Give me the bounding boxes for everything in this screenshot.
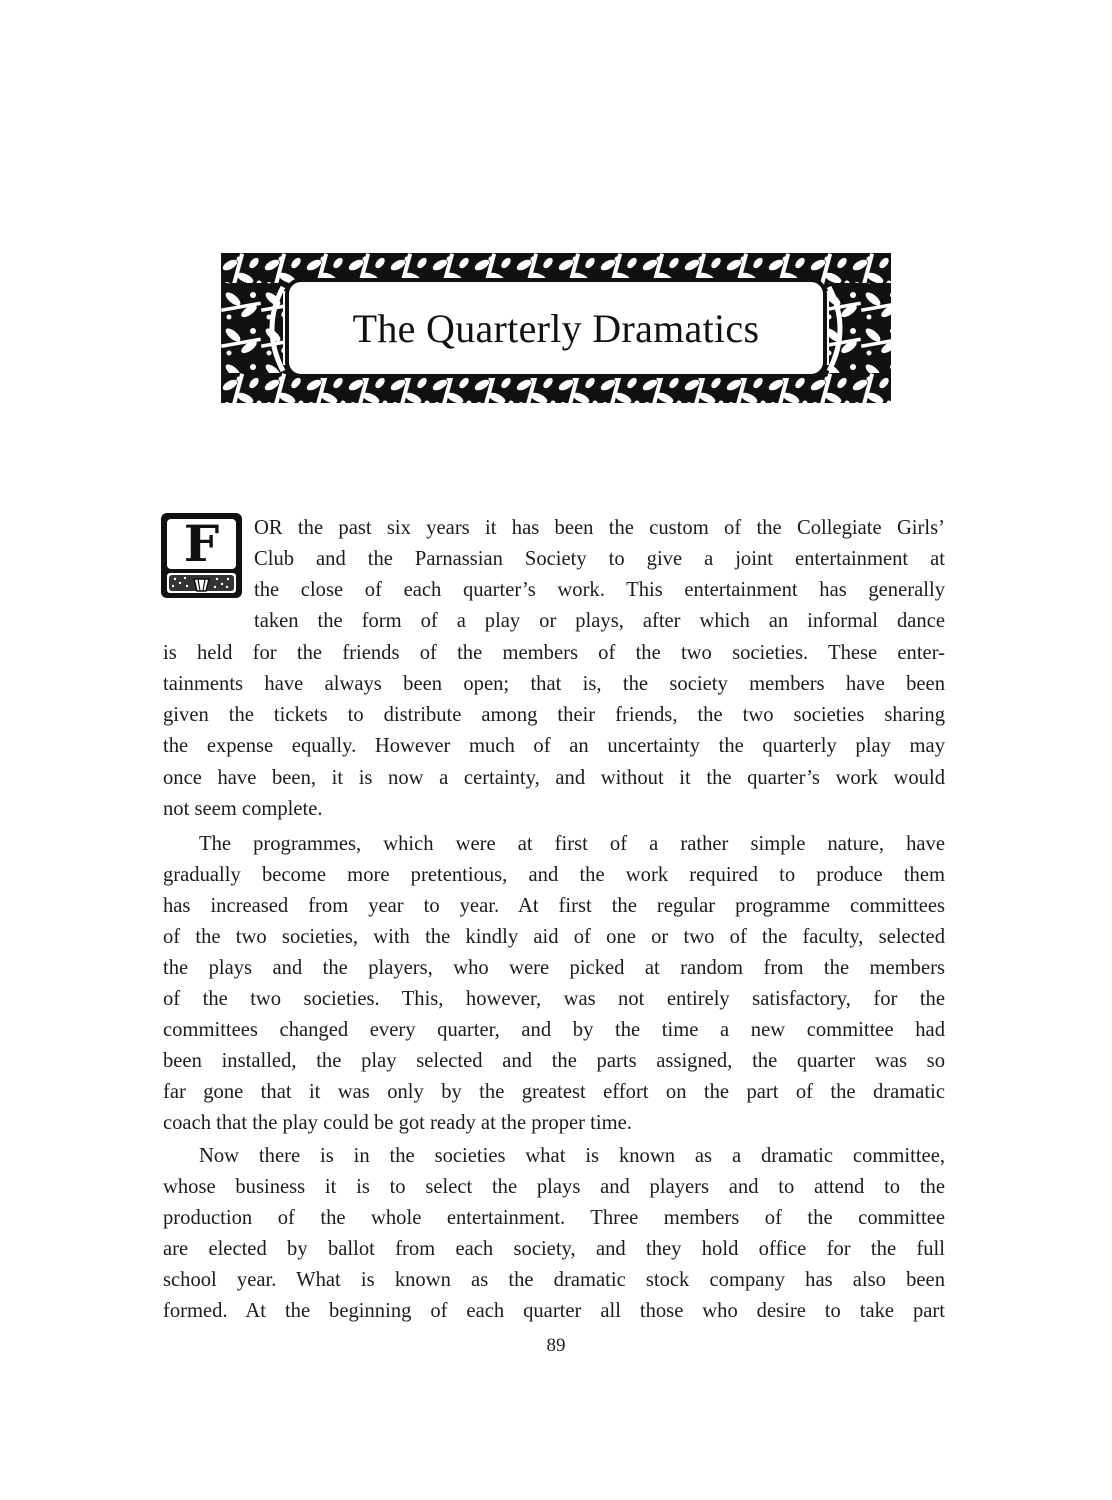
page-title: The Quarterly Dramatics	[352, 306, 760, 351]
text-line: the plays and the players, who were picked at random from the members	[163, 957, 945, 979]
flower-basket-icon	[167, 573, 236, 593]
text-line: are elected by ballot from each society, and they hold office for the full	[163, 1238, 945, 1260]
text-line: The programmes, which were at first of a rather simple nature, have	[199, 833, 945, 855]
text-line: is held for the friends of the members of the two societies. These enter-	[163, 642, 945, 664]
text-line: the expense equally. However much of an uncertainty the quarterly play may	[163, 735, 945, 757]
text-line: far gone that it was only by the greatest effort on the part of the dramatic	[163, 1081, 945, 1103]
text-line: been installed, the play selected and the parts assigned, the quarter was so	[163, 1050, 945, 1072]
text-line: committees changed every quarter, and by the time a new committee had	[163, 1019, 945, 1041]
text-line: school year. What is known as the dramatic stock company has also been	[163, 1269, 945, 1291]
text-line: production of the whole entertainment. Three members of the committee	[163, 1207, 945, 1229]
drop-cap-initial	[161, 513, 242, 598]
drop-cap-letter: F	[167, 519, 236, 569]
text-line: given the tickets to distribute among their friends, the two societies sharing	[163, 704, 945, 726]
text-line: the close of each quarter’s work. This entertainment has generally	[254, 579, 945, 601]
text-line: Club and the Parnassian Society to give a joint entertainment at	[254, 548, 945, 570]
page-number: 89	[546, 1335, 566, 1356]
text-line: has increased from year to year. At first the regular programme committees	[163, 895, 945, 917]
text-line: coach that the play could be got ready at the proper time.	[163, 1112, 632, 1134]
text-line: tainments have always been open; that is, the society members have been	[163, 673, 945, 695]
text-line: whose business it is to select the plays and players and to attend to the	[163, 1176, 945, 1198]
text-line: of the two societies. This, however, was not entirely satisfactory, for the	[163, 988, 945, 1010]
text-line: gradually become more pretentious, and the work required to produce them	[163, 864, 945, 886]
text-line: Now there is in the societies what is known as a dramatic committee,	[199, 1145, 945, 1167]
title-banner	[221, 253, 891, 403]
text-line: once have been, it is now a certainty, and without it the quarter’s work would	[163, 767, 945, 789]
text-line: OR the past six years it has been the custom of the Collegiate Girls’	[254, 517, 945, 539]
text-line: taken the form of a play or plays, after which an informal dance	[254, 610, 945, 632]
text-line: formed. At the beginning of each quarter all those who desire to take part	[163, 1300, 945, 1322]
text-line: of the two societies, with the kindly aid of one or two of the faculty, selected	[163, 926, 945, 948]
text-line: not seem complete.	[163, 798, 323, 820]
